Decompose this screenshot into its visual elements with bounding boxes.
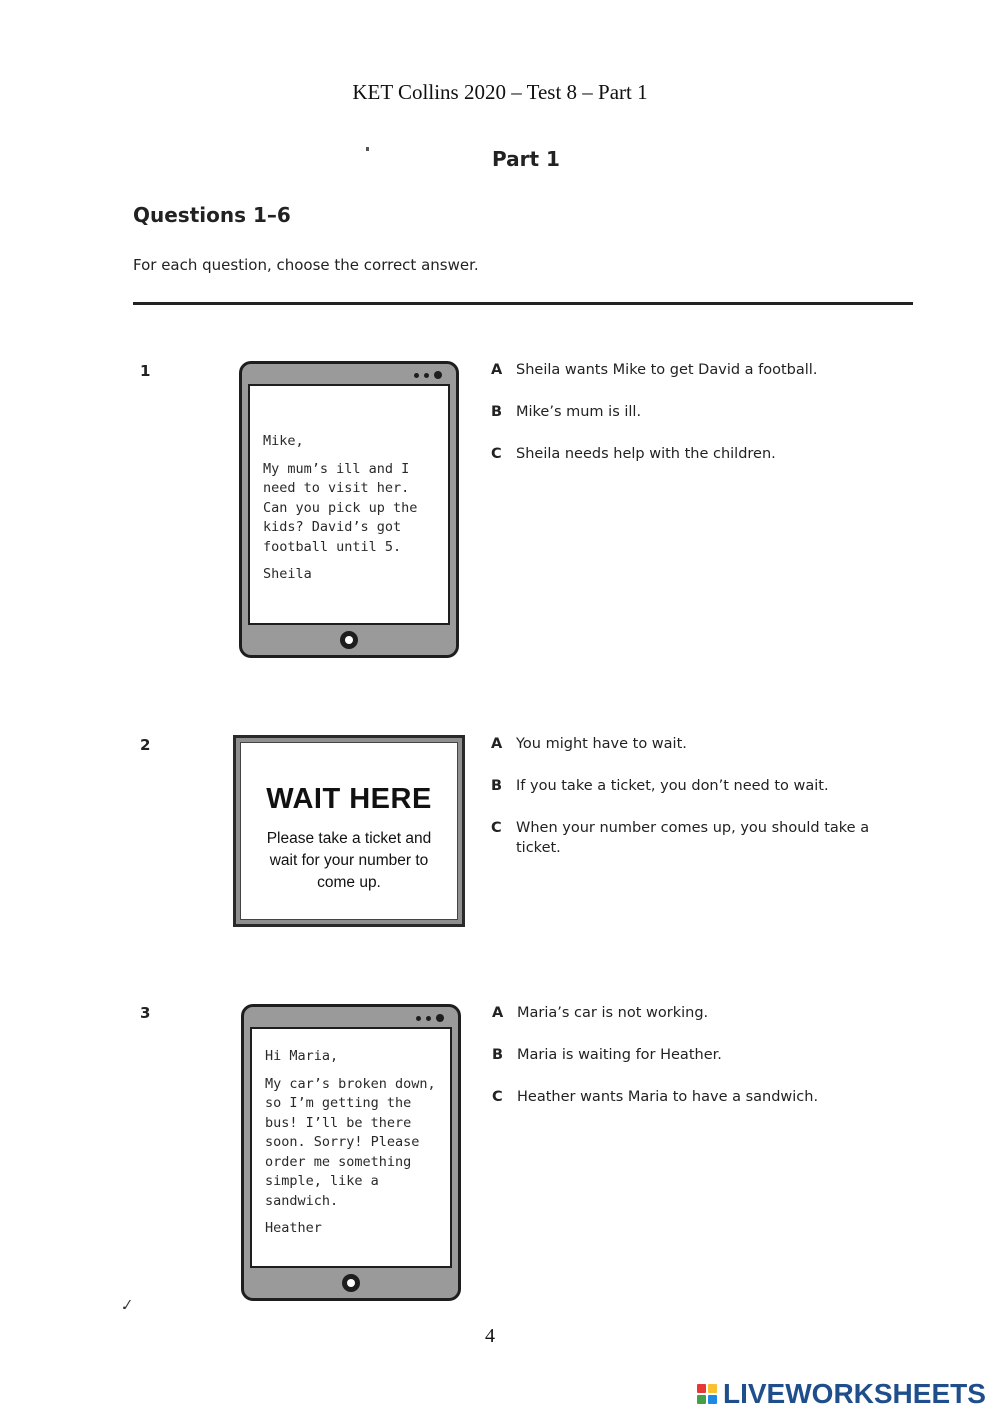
- option-letter: A: [492, 1005, 504, 1021]
- option-text: Mike’s mum is ill.: [516, 404, 642, 420]
- sign-text: Please take a ticket and wait for your number to come up.: [266, 830, 432, 891]
- divider-line: [133, 302, 913, 305]
- option-q3-b[interactable]: [492, 1045, 902, 1065]
- option-letter: B: [491, 404, 503, 420]
- option-q2-b[interactable]: [491, 776, 901, 796]
- phone-screen-3: [250, 1027, 452, 1268]
- options-q2: [491, 734, 901, 880]
- home-button-icon: [340, 631, 358, 649]
- message-body: My mum’s ill and I need to visit her. Can you pick up the kids? David’s got football until 5.: [263, 460, 426, 555]
- phone-illustration-1: [239, 361, 459, 658]
- option-q1-b[interactable]: [491, 402, 901, 422]
- option-text: Maria is waiting for Heather.: [517, 1047, 722, 1063]
- option-letter: B: [491, 778, 503, 794]
- document-header: KET Collins 2020 – Test 8 – Part 1: [352, 80, 648, 104]
- option-q1-c[interactable]: [491, 444, 901, 464]
- sign-illustration-2: [233, 735, 465, 927]
- home-button-icon: [342, 1274, 360, 1292]
- question-number-1: 1: [140, 362, 151, 380]
- message-greeting: Mike,: [263, 433, 304, 449]
- scan-speck: [366, 147, 369, 151]
- scan-mark: .⁄: [122, 1298, 129, 1312]
- logo-block: [697, 1384, 706, 1393]
- option-text: Maria’s car is not working.: [517, 1005, 709, 1021]
- option-letter: C: [491, 446, 502, 462]
- logo-blocks-icon: [697, 1384, 717, 1404]
- sign-title: WAIT HERE: [266, 783, 432, 815]
- logo-block: [708, 1384, 717, 1393]
- logo-text: LIVEWORKSHEETS: [723, 1378, 986, 1409]
- instruction-text: For each question, choose the correct answer.: [133, 256, 479, 274]
- option-q2-a[interactable]: [491, 734, 901, 754]
- message-greeting: Hi Maria,: [265, 1048, 339, 1064]
- logo-block: [708, 1395, 717, 1404]
- logo-block: [697, 1395, 706, 1404]
- option-text: When your number comes up, you should take a ticket.: [516, 820, 870, 856]
- option-letter: B: [492, 1047, 504, 1063]
- message-signature: Heather: [265, 1220, 322, 1236]
- option-q1-a[interactable]: [491, 360, 901, 380]
- option-letter: A: [491, 362, 503, 378]
- option-letter: C: [491, 820, 502, 836]
- option-q3-c[interactable]: [492, 1087, 902, 1107]
- phone-status-dots: [414, 371, 442, 379]
- option-q3-a[interactable]: [492, 1003, 902, 1023]
- option-text: You might have to wait.: [516, 736, 687, 752]
- part-title: Part 1: [492, 147, 560, 171]
- option-letter: A: [491, 736, 503, 752]
- page-number: 4: [485, 1325, 495, 1347]
- option-text: Sheila wants Mike to get David a football.: [516, 362, 818, 378]
- option-q2-c[interactable]: [491, 818, 901, 858]
- option-text: If you take a ticket, you don’t need to wait.: [516, 778, 829, 794]
- questions-title: Questions 1–6: [133, 203, 291, 227]
- phone-illustration-3: [241, 1004, 461, 1301]
- phone-status-dots: [416, 1014, 444, 1022]
- options-q3: [492, 1003, 902, 1129]
- option-text: Heather wants Maria to have a sandwich.: [517, 1089, 819, 1105]
- question-number-3: 3: [140, 1004, 151, 1022]
- message-signature: Sheila: [263, 566, 312, 582]
- question-number-2: 2: [140, 736, 151, 754]
- sign-panel: [240, 742, 458, 920]
- message-body: My car’s broken down, so I’m getting the bus! I’ll be there soon. Sorry! Please order me something simple, like a sandwich.: [265, 1075, 444, 1209]
- phone-screen-1: [248, 384, 450, 625]
- option-text: Sheila needs help with the children.: [516, 446, 776, 462]
- option-letter: C: [492, 1089, 503, 1105]
- options-q1: [491, 360, 901, 486]
- liveworksheets-logo[interactable]: [697, 1378, 986, 1410]
